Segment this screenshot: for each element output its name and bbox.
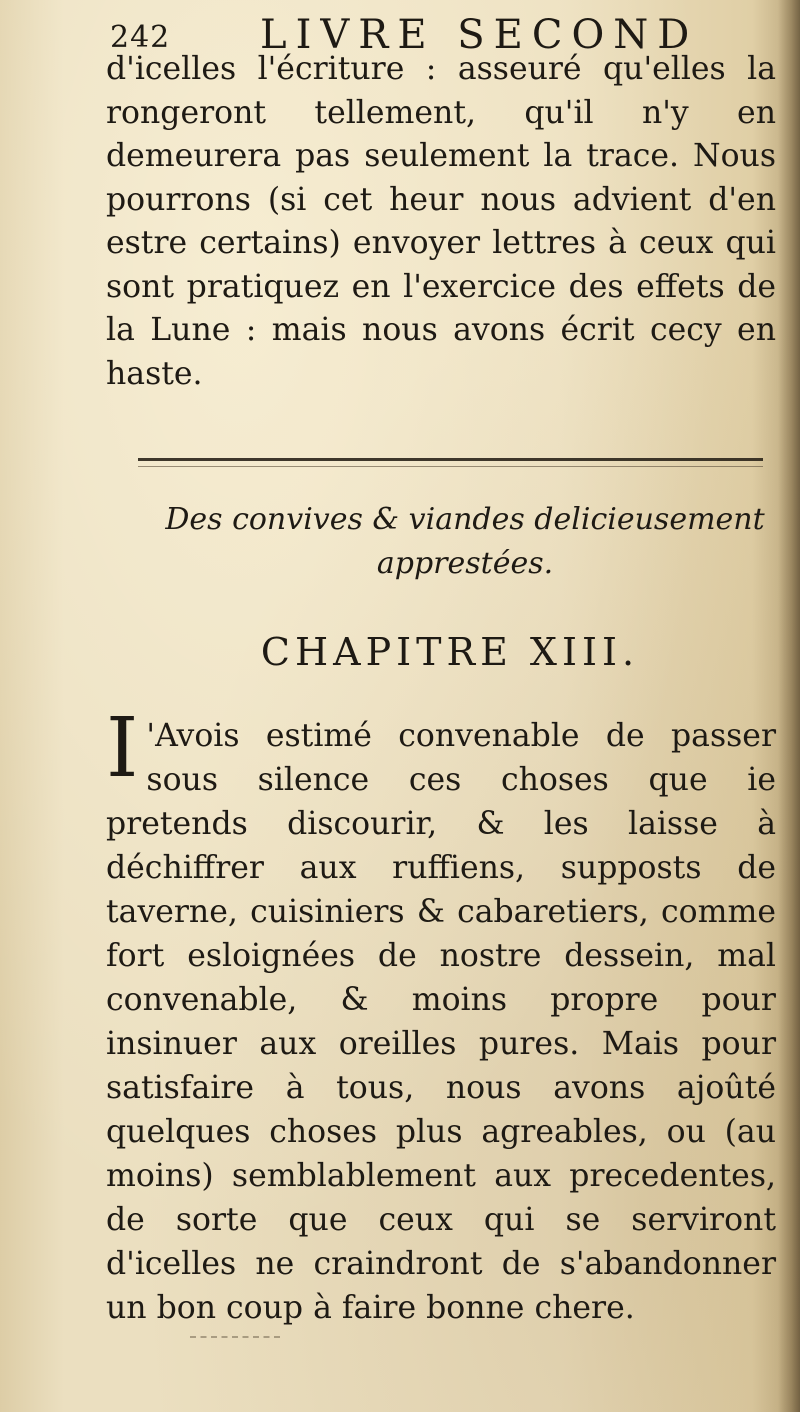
chapter-paragraph-text: 'Avois estimé convenable de passer sous silence ces choses que ie pretends discourir, & les laisse à déchiffrer aux ruffiens, supposts de taverne, cuisiniers & cabaretiers, comme fort esloignées de nostre dessein, mal convenable, & moins propre pour insinuer aux oreilles pures. Mais pour satisfaire à tous, nous avons ajoûté quelques choses plus agreables, ou (au moins) semblablement aux precedentes, de sorte que ceux qui se serviront d'icelles ne craindront de s'abandonner un bon coup à faire bonne chere. (106, 718, 776, 1326)
chapter-heading: CHAPITRE XIII. (260, 630, 640, 674)
chapter-title-line-1: Des convives & viandes delicieusement (165, 502, 765, 537)
chapter-title-line-2: apprestées. (376, 546, 554, 581)
bottom-ink-mark (190, 1336, 280, 1338)
drop-cap: I (106, 701, 139, 796)
section-divider-thin-rule (138, 466, 763, 467)
section-divider-rule (138, 458, 763, 461)
page-number: 242 (110, 20, 171, 55)
chapter-title (150, 498, 780, 586)
top-paragraph: d'icelles l'écriture : asseuré qu'elles la rongeront tellement, qu'il n'y en demeurera pas seulement la trace. Nous pourrons (si cet heur nous advient d'en estre certains) envoyer lettres à ceux qui sont pratiquez en l'exercice des effets de la Lune : mais nous avons écrit cecy en haste. (106, 51, 776, 392)
running-head: LIVRE SECOND (260, 12, 699, 58)
page-gutter-shadow (778, 0, 800, 1412)
chapter-paragraph (106, 701, 776, 1330)
